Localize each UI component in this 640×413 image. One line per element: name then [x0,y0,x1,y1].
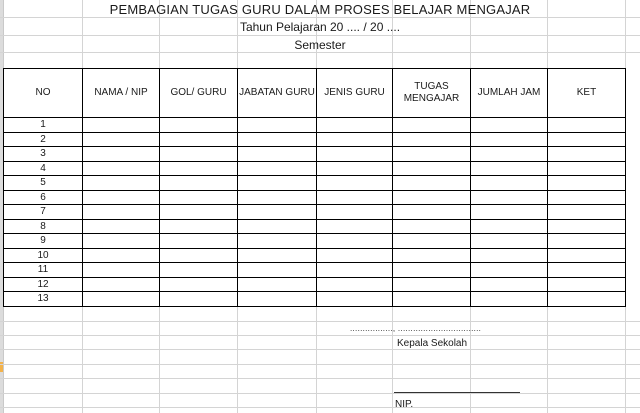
nama-nip-cell[interactable] [83,132,160,147]
gol-guru-cell[interactable] [160,219,238,234]
row-number-cell[interactable]: 8 [4,219,83,234]
ket-cell[interactable] [548,292,626,307]
ket-cell[interactable] [548,132,626,147]
ket-cell[interactable] [548,176,626,191]
nama-nip-cell[interactable] [83,234,160,249]
row-number-cell[interactable]: 7 [4,205,83,220]
jenis-guru-cell[interactable] [317,147,393,162]
table-row [4,263,626,278]
nama-nip-cell[interactable] [83,176,160,191]
nama-nip-cell[interactable] [83,190,160,205]
jabatan-guru-cell[interactable] [238,161,317,176]
jenis-guru-cell[interactable] [317,219,393,234]
row-number-cell[interactable]: 5 [4,176,83,191]
gol-guru-cell[interactable] [160,263,238,278]
tugas-mengajar-cell[interactable] [393,263,471,278]
header-jenis-guru: JENIS GURU [317,69,393,118]
nama-nip-cell[interactable] [83,147,160,162]
tugas-mengajar-cell[interactable] [393,118,471,133]
table-row [4,277,626,292]
jenis-guru-cell[interactable] [317,234,393,249]
table-row [4,161,626,176]
table-row [4,205,626,220]
gol-guru-cell[interactable] [160,161,238,176]
jumlah-jam-cell[interactable] [471,219,548,234]
semester-label: Semester [294,38,346,52]
header-nama-nip: NAMA / NIP [83,69,160,118]
jabatan-guru-cell[interactable] [238,234,317,249]
table-header-row [4,69,626,118]
row-number-cell[interactable]: 3 [4,147,83,162]
ket-cell[interactable] [548,234,626,249]
jumlah-jam-cell[interactable] [471,263,548,278]
row-number-cell[interactable]: 13 [4,292,83,307]
jumlah-jam-cell[interactable] [471,234,548,249]
table-row [4,132,626,147]
row-number-cell[interactable]: 2 [4,132,83,147]
tugas-mengajar-cell[interactable] [393,190,471,205]
tugas-mengajar-cell[interactable] [393,277,471,292]
jabatan-guru-cell[interactable] [238,147,317,162]
tugas-mengajar-cell[interactable] [393,248,471,263]
table-row [4,190,626,205]
jabatan-guru-cell[interactable] [238,292,317,307]
signature-line [394,392,520,393]
ket-cell[interactable] [548,277,626,292]
table-row [4,118,626,133]
row-number-cell[interactable]: 4 [4,161,83,176]
jenis-guru-cell[interactable] [317,190,393,205]
ket-cell[interactable] [548,147,626,162]
jabatan-guru-cell[interactable] [238,132,317,147]
gol-guru-cell[interactable] [160,132,238,147]
tugas-mengajar-cell[interactable] [393,219,471,234]
jenis-guru-cell[interactable] [317,277,393,292]
gol-guru-cell[interactable] [160,205,238,220]
jumlah-jam-cell[interactable] [471,205,548,220]
gol-guru-cell[interactable] [160,248,238,263]
gol-guru-cell[interactable] [160,277,238,292]
jumlah-jam-cell[interactable] [471,292,548,307]
ket-cell[interactable] [548,205,626,220]
jabatan-guru-cell[interactable] [238,205,317,220]
table-row [4,234,626,249]
row-number-cell[interactable]: 10 [4,248,83,263]
nama-nip-cell[interactable] [83,277,160,292]
row-number-cell[interactable]: 6 [4,190,83,205]
jumlah-jam-cell[interactable] [471,132,548,147]
nama-nip-cell[interactable] [83,263,160,278]
jenis-guru-cell[interactable] [317,132,393,147]
ket-cell[interactable] [548,263,626,278]
jabatan-guru-cell[interactable] [238,190,317,205]
gol-guru-cell[interactable] [160,176,238,191]
jumlah-jam-cell[interactable] [471,277,548,292]
gol-guru-cell[interactable] [160,147,238,162]
academic-year-line: Tahun Pelajaran 20 .... / 20 .... [239,20,401,34]
table-row [4,176,626,191]
jumlah-jam-cell[interactable] [471,147,548,162]
jabatan-guru-cell[interactable] [238,118,317,133]
signature-role: Kepala Sekolah [397,338,468,349]
table-row [4,292,626,307]
jumlah-jam-cell[interactable] [471,161,548,176]
tugas-mengajar-cell[interactable] [393,234,471,249]
jumlah-jam-cell[interactable] [471,176,548,191]
jenis-guru-cell[interactable] [317,263,393,278]
ket-cell[interactable] [548,248,626,263]
jenis-guru-cell[interactable] [317,248,393,263]
gol-guru-cell[interactable] [160,190,238,205]
jabatan-guru-cell[interactable] [238,263,317,278]
document-title: PEMBAGIAN TUGAS GURU DALAM PROSES BELAJAR MENGAJAR [109,2,531,17]
gol-guru-cell[interactable] [160,234,238,249]
jabatan-guru-cell[interactable] [238,219,317,234]
tugas-mengajar-cell[interactable] [393,147,471,162]
nama-nip-cell[interactable] [83,118,160,133]
tugas-mengajar-cell[interactable] [393,176,471,191]
row-number-cell[interactable]: 9 [4,234,83,249]
header-jabatan-guru: JABATAN GURU [238,69,317,118]
jumlah-jam-cell[interactable] [471,248,548,263]
signature-nip-label: NIP. [395,399,414,410]
ket-cell[interactable] [548,118,626,133]
table-row [4,248,626,263]
nama-nip-cell[interactable] [83,292,160,307]
header-jumlah-jam: JUMLAH JAM [471,69,548,118]
gol-guru-cell[interactable] [160,292,238,307]
jenis-guru-cell[interactable] [317,118,393,133]
tugas-mengajar-cell[interactable] [393,205,471,220]
gol-guru-cell[interactable] [160,118,238,133]
jumlah-jam-cell[interactable] [471,190,548,205]
nama-nip-cell[interactable] [83,205,160,220]
teacher-assignment-table [3,68,626,307]
tugas-mengajar-cell[interactable] [393,292,471,307]
ket-cell[interactable] [548,161,626,176]
header-no: NO [4,69,83,118]
table-row [4,219,626,234]
jabatan-guru-cell[interactable] [238,176,317,191]
header-tugas-mengajar: TUGAS MENGAJAR [393,69,471,118]
jenis-guru-cell[interactable] [317,176,393,191]
header-ket: KET [548,69,626,118]
row-number-cell[interactable]: 11 [4,263,83,278]
row-number-cell[interactable]: 1 [4,118,83,133]
jenis-guru-cell[interactable] [317,161,393,176]
ket-cell[interactable] [548,219,626,234]
table-row [4,147,626,162]
jumlah-jam-cell[interactable] [471,118,548,133]
nama-nip-cell[interactable] [83,248,160,263]
nama-nip-cell[interactable] [83,219,160,234]
selected-row-marker [0,362,3,372]
jabatan-guru-cell[interactable] [238,248,317,263]
row-number-cell[interactable]: 12 [4,277,83,292]
ket-cell[interactable] [548,190,626,205]
jenis-guru-cell[interactable] [317,205,393,220]
nama-nip-cell[interactable] [83,161,160,176]
tugas-mengajar-cell[interactable] [393,132,471,147]
header-gol-guru: GOL/ GURU [160,69,238,118]
jenis-guru-cell[interactable] [317,292,393,307]
signature-place-date: ................., ................................. [350,324,482,333]
jabatan-guru-cell[interactable] [238,277,317,292]
tugas-mengajar-cell[interactable] [393,161,471,176]
